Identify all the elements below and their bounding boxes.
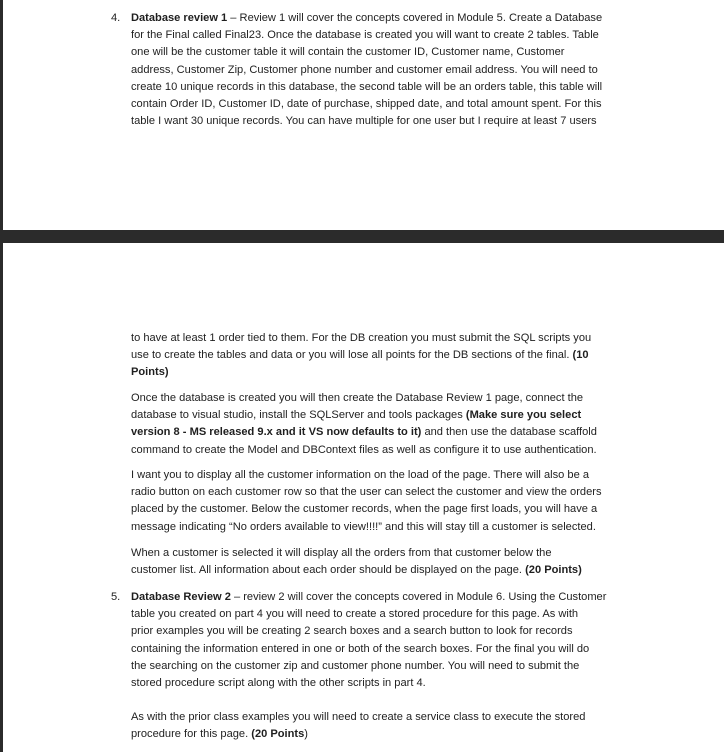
closing-paren: ) <box>304 728 308 741</box>
item-4-p4-text: When a customer is selected it will display all the orders from that customer below the customer list. All information about each order should be displayed on the page. <box>131 547 552 577</box>
page-2 <box>3 243 724 752</box>
item-4-p2-bold: (Make sure you select version 8 - MS released 9.x and it VS now defaults to it) <box>131 409 582 439</box>
item-5-number: 5. <box>111 591 121 603</box>
item-4-number: 4. <box>111 12 121 24</box>
item-5-p2-text: As with the prior class examples you will need to create a service class to execute the stored procedure for this page. <box>131 711 586 741</box>
item-4-p2-text-a: Once the database is created you will then create the Database Review 1 page, connect the database to visual studio, install the SQLServer and tools packages <box>131 392 584 422</box>
item-4-p2-text-b: and then use the database scaffold command to create the Model and DBContext files as well as configure it to use authentication. <box>131 426 597 456</box>
item-5-body: – review 2 will cover the concepts covered in Module 6. Using the Customer table you created on part 4 you will need to create a stored procedure for this page. As with prior examples you will be creating 2 search boxes and a search button to look for records containing the information entered in one or both of the search boxes. For the final you will do the searching on the customer zip and customer phone number. You will need to submit the stored procedure script along with the other scripts in part 4. <box>131 591 607 690</box>
page-separator <box>0 230 724 243</box>
item-4-title: Database review 1 <box>131 12 228 24</box>
item-4-continued-text: to have at least 1 order tied to them. For the DB creation you must submit the SQL scripts you use to create the tables and data or you will lose all points for the DB sections of the final. <box>131 332 592 362</box>
item-4-intro-paragraph <box>131 10 645 130</box>
item-4-points-20: (20 Points) <box>525 564 582 577</box>
item-5-points-20: (20 Points <box>251 728 305 741</box>
item-4-continued-paragraph <box>131 330 645 382</box>
item-4-paragraph-4 <box>131 545 645 579</box>
item-4-paragraph-2 <box>131 390 645 459</box>
item-5-paragraph-2 <box>131 709 645 743</box>
item-4-intro-text: – Review 1 will cover the concepts covered in Module 5. Create a Database for the Final called Final23. Once the database is created you will want to create 2 tables. Table one will be the customer table it will contain the customer ID, Customer name, Customer address, Customer Zip, Customer phone number and customer email address. You will need to create 10 unique records in this database, the second table will be an orders table, this table will contain Order ID, Customer ID, date of purchase, shipped date, and total amount spent. For this table I want 30 unique records. You can have multiple for one user but I require at least 7 users <box>131 12 603 128</box>
item-4-paragraph-3: I want you to display all the customer information on the load of the page. There will also be a radio button on each customer row so that the user can select the customer and view the orders placed by the customer. Below the customer records, when the page first loads, you will have a message indicating “No orders available to view!!!!” and this will stay till a customer is selected. <box>131 469 602 533</box>
item-5-title: Database Review 2 <box>131 591 231 603</box>
item-4-points-10: (10 Points) <box>131 349 589 379</box>
item-5-paragraph <box>131 589 645 692</box>
page-1 <box>3 0 724 230</box>
